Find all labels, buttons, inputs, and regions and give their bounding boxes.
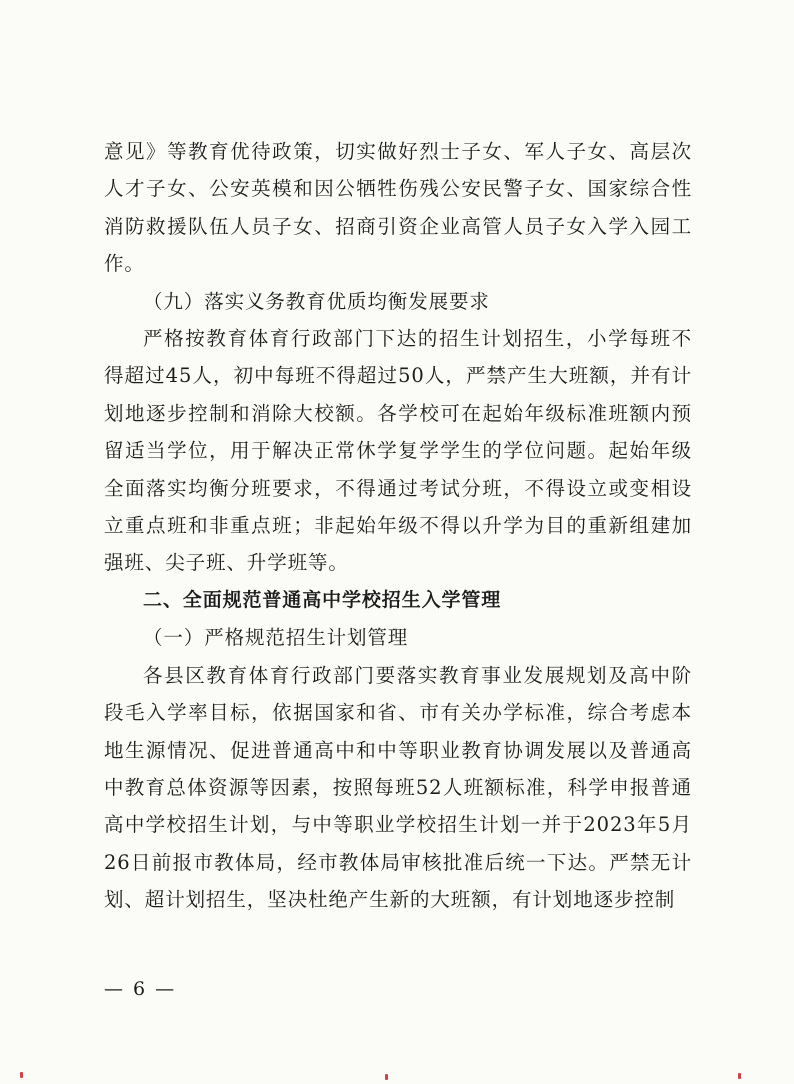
- scan-speck: [738, 1073, 741, 1079]
- scan-speck: [20, 1072, 23, 1078]
- subheading-enrollment-plan: （一）严格规范招生计划管理: [143, 626, 409, 650]
- paragraph-class-size: 严格按教育体育行政部门下达的招生计划招生，小学每班不得超过45人，初中每班不得超过50人，严禁产生大班额，并有计划地逐步控制和消除大校额。各学校可在起始年级标准班额内预留适当学位，用于解决正常休学复学学生的学位问题。起始年级全面落实均衡分班要求，不得通过考试分班，不得设立或变相设立重点班和非重点班；非起始年级不得以升学为目的重新组建加强班、尖子班、升学班等。: [104, 327, 692, 575]
- section-heading-high-school: 二、全面规范普通高中学校招生入学管理: [143, 588, 502, 611]
- paragraph-preferential-policy: 意见》等教育优待政策，切实做好烈士子女、军人子女、高层次人才子女、公安英模和因公牺牲伤残公安民警子女、国家综合性消防救援队伍人员子女、招商引资企业高管人员子女入学入园工作。: [104, 140, 692, 276]
- paragraph-enrollment-plan: 各县区教育体育行政部门要落实教育事业发展规划及高中阶段毛入学率目标，依据国家和省、市有关办学标准，综合考虑本地生源情况、促进普通高中和中等职业教育协调发展以及普通高中教育总体资源等因素，按照每班52人班额标准，科学申报普通高中学校招生计划，与中等职业学校招生计划一并于2023年5月26日前报市教体局，经市教体局审核批准后统一下达。严禁无计划、超计划招生，坚决杜绝产生新的大班额，有计划地逐步控制: [104, 663, 692, 912]
- document-body: [104, 133, 692, 919]
- subheading-balanced-development: （九）落实义务教育优质均衡发展要求: [143, 289, 490, 313]
- page-number: — 6 —: [104, 978, 177, 1000]
- scan-speck: [385, 1074, 388, 1080]
